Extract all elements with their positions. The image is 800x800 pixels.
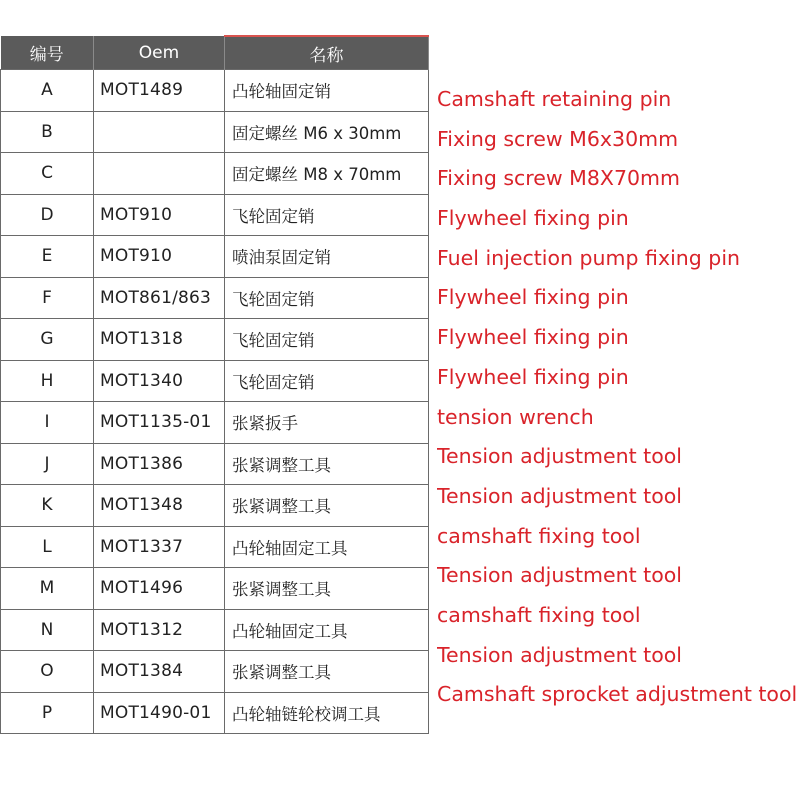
parts-table-header — [1, 36, 429, 70]
translation-item: Fixing screw M8X70mm — [437, 166, 680, 191]
table-row — [1, 70, 429, 112]
part-name-cell: 飞轮固定销 — [225, 319, 429, 361]
oem-number-cell — [94, 111, 225, 153]
part-name-cell: 飞轮固定销 — [225, 277, 429, 319]
oem-number-cell: MOT1337 — [94, 526, 225, 568]
translation-item: Fixing screw M6x30mm — [437, 126, 679, 151]
table-row — [1, 651, 429, 693]
part-code-cell: I — [1, 402, 94, 444]
part-name-cell: 固定螺丝 M8 x 70mm — [225, 153, 429, 195]
part-code-cell: E — [1, 236, 94, 278]
part-code-cell: G — [1, 319, 94, 361]
translation-item: Flywheel fixing pin — [437, 206, 629, 231]
part-code-cell: J — [1, 443, 94, 485]
part-name-cell: 张紧调整工具 — [225, 485, 429, 527]
table-row — [1, 111, 429, 153]
part-name-cell: 固定螺丝 M6 x 30mm — [225, 111, 429, 153]
part-name-cell: 喷油泵固定销 — [225, 236, 429, 278]
translation-list — [437, 80, 800, 715]
oem-number-cell: MOT1312 — [94, 609, 225, 651]
table-row — [1, 277, 429, 319]
translation-item: Tension adjustment tool — [437, 563, 682, 588]
translation-item: Flywheel fixing pin — [437, 364, 629, 389]
table-row — [1, 360, 429, 402]
part-code-cell: N — [1, 609, 94, 651]
part-code-cell: O — [1, 651, 94, 693]
translation-item: Tension adjustment tool — [437, 642, 682, 667]
part-code-cell: P — [1, 692, 94, 734]
translation-item: Fuel injection pump fixing pin — [437, 245, 741, 270]
header-row — [1, 36, 429, 70]
oem-number-cell: MOT1496 — [94, 568, 225, 610]
table-row — [1, 609, 429, 651]
part-name-cell: 凸轮轴固定工具 — [225, 609, 429, 651]
part-code-cell: D — [1, 194, 94, 236]
part-code-cell: L — [1, 526, 94, 568]
table-row — [1, 485, 429, 527]
table-row — [1, 236, 429, 278]
table-row — [1, 443, 429, 485]
table-row — [1, 194, 429, 236]
translation-item: tension wrench — [437, 404, 594, 429]
table-row — [1, 526, 429, 568]
oem-number-cell: MOT861/863 — [94, 277, 225, 319]
table-row — [1, 402, 429, 444]
part-name-cell: 张紧扳手 — [225, 402, 429, 444]
translation-item: Flywheel fixing pin — [437, 325, 629, 350]
table-row — [1, 319, 429, 361]
oem-number-cell: MOT1490-01 — [94, 692, 225, 734]
oem-number-cell: MOT1348 — [94, 485, 225, 527]
table-row — [1, 692, 429, 734]
part-name-cell: 凸轮轴固定销 — [225, 70, 429, 112]
translation-item: camshaft fixing tool — [437, 523, 641, 548]
translation-item: camshaft fixing tool — [437, 602, 641, 627]
table-row — [1, 568, 429, 610]
part-name-cell: 凸轮轴链轮校调工具 — [225, 692, 429, 734]
table-row — [1, 153, 429, 195]
part-name-cell: 飞轮固定销 — [225, 360, 429, 402]
translation-item: Tension adjustment tool — [437, 483, 682, 508]
part-code-cell: B — [1, 111, 94, 153]
translation-item: Tension adjustment tool — [437, 444, 682, 469]
oem-number-cell: MOT1386 — [94, 443, 225, 485]
part-name-cell: 张紧调整工具 — [225, 443, 429, 485]
part-code-cell: H — [1, 360, 94, 402]
parts-table-body — [1, 70, 429, 734]
oem-number-cell: MOT1384 — [94, 651, 225, 693]
part-code-cell: K — [1, 485, 94, 527]
translation-item: Flywheel fixing pin — [437, 285, 629, 310]
part-name-cell: 张紧调整工具 — [225, 651, 429, 693]
part-code-cell: A — [1, 70, 94, 112]
oem-number-cell: MOT1318 — [94, 319, 225, 361]
translation-item: Camshaft sprocket adjustment tool — [437, 682, 798, 707]
part-name-cell: 飞轮固定销 — [225, 194, 429, 236]
parts-table — [0, 35, 429, 734]
translation-item: Camshaft retaining pin — [437, 87, 672, 111]
oem-number-cell: MOT1489 — [94, 70, 225, 112]
part-code-cell: M — [1, 568, 94, 610]
column-header-code: 编号 — [1, 36, 94, 70]
part-code-cell: C — [1, 153, 94, 195]
column-header-name: 名称 — [225, 36, 429, 70]
oem-number-cell: MOT1340 — [94, 360, 225, 402]
oem-number-cell: MOT910 — [94, 194, 225, 236]
column-header-oem: Oem — [94, 36, 225, 70]
part-name-cell: 张紧调整工具 — [225, 568, 429, 610]
part-code-cell: F — [1, 277, 94, 319]
oem-number-cell: MOT910 — [94, 236, 225, 278]
part-name-cell: 凸轮轴固定工具 — [225, 526, 429, 568]
oem-number-cell — [94, 153, 225, 195]
oem-number-cell: MOT1135-01 — [94, 402, 225, 444]
